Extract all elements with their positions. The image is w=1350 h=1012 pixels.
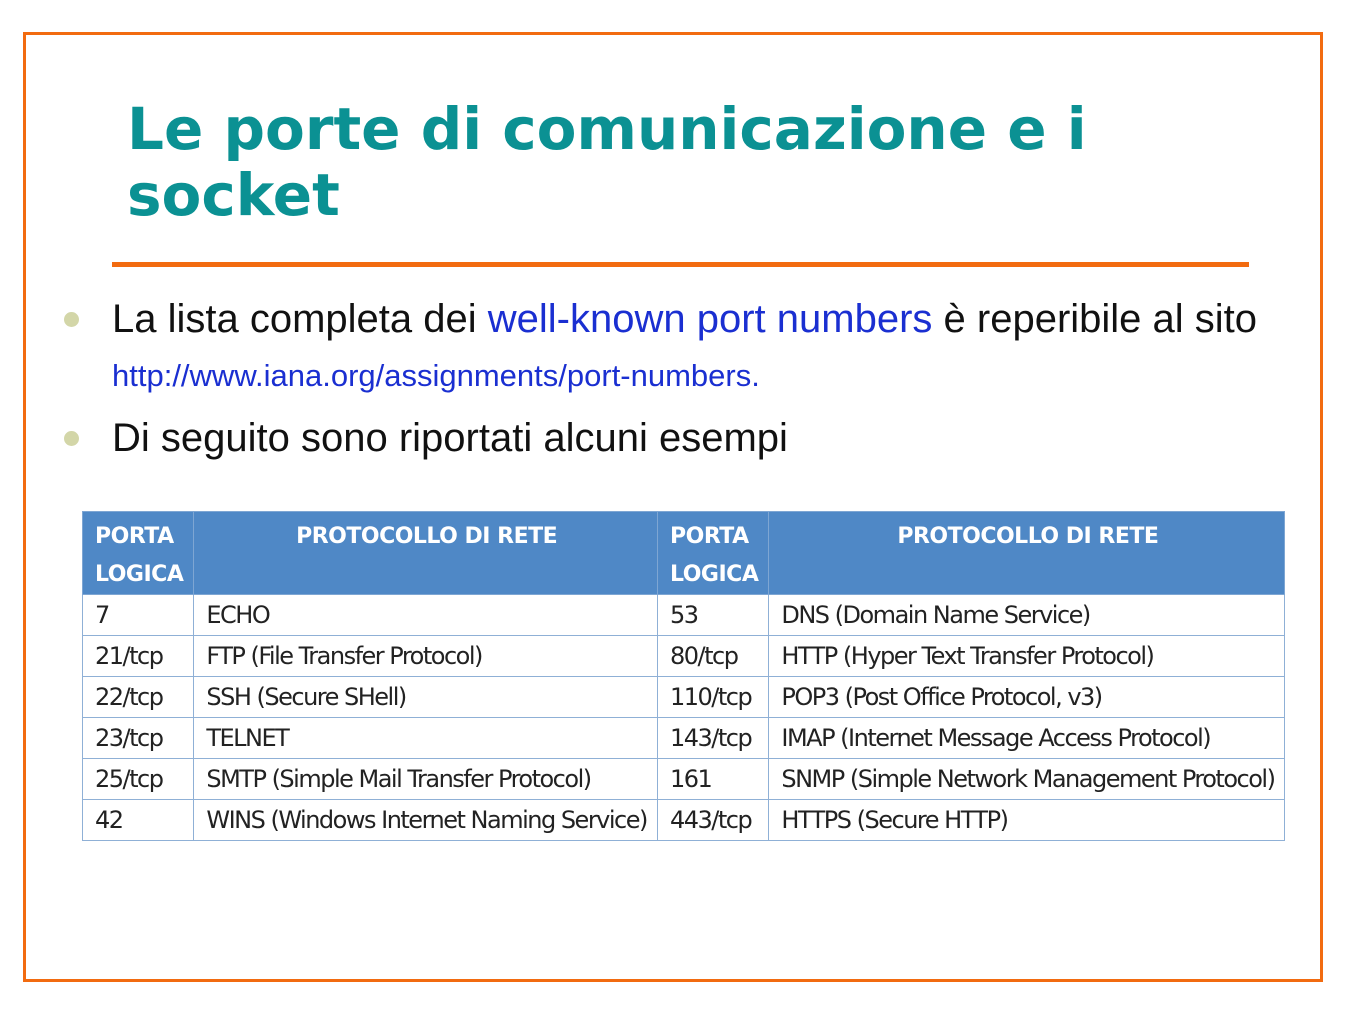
table-row	[658, 800, 1285, 841]
bullet-text-after: è reperibile al sito	[932, 297, 1258, 341]
iana-url-link[interactable]: http://www.iana.org/assignments/port-numbers.	[112, 358, 760, 393]
table-row	[83, 636, 658, 677]
protocol-cell: POP3 (Post Office Protocol, v3)	[769, 677, 1285, 718]
bullet-item-iana	[112, 292, 1312, 403]
port-cell: 22/tcp	[83, 677, 194, 718]
port-cell: 53	[658, 595, 769, 636]
table-row	[83, 718, 658, 759]
port-cell: 143/tcp	[658, 718, 769, 759]
port-cell: 110/tcp	[658, 677, 769, 718]
ports-table-right	[657, 511, 1285, 841]
port-cell: 443/tcp	[658, 800, 769, 841]
table-row	[83, 800, 658, 841]
table-row	[83, 595, 658, 636]
header-protocol: PROTOCOLLO DI RETE	[194, 512, 658, 595]
protocol-cell: ECHO	[194, 595, 658, 636]
protocol-cell: IMAP (Internet Message Access Protocol)	[769, 718, 1285, 759]
port-cell: 42	[83, 800, 194, 841]
protocol-cell: SSH (Secure SHell)	[194, 677, 658, 718]
ports-table-left	[82, 511, 658, 841]
well-known-ports-highlight: well-known port numbers	[487, 297, 933, 341]
protocol-cell: HTTP (Hyper Text Transfer Protocol)	[769, 636, 1285, 677]
bullet-item-examples	[112, 411, 1312, 465]
bullet-dot-icon	[64, 431, 79, 446]
table-row	[658, 636, 1285, 677]
protocol-cell: SMTP (Simple Mail Transfer Protocol)	[194, 759, 658, 800]
port-cell: 80/tcp	[658, 636, 769, 677]
protocol-cell: HTTPS (Secure HTTP)	[769, 800, 1285, 841]
header-port: PORTA LOGICA	[83, 512, 194, 595]
table-row	[658, 759, 1285, 800]
title-underline	[112, 262, 1249, 267]
port-cell: 21/tcp	[83, 636, 194, 677]
bullet-list	[112, 292, 1312, 465]
table-header-row	[658, 512, 1285, 595]
port-cell: 7	[83, 595, 194, 636]
port-cell: 23/tcp	[83, 718, 194, 759]
header-protocol: PROTOCOLLO DI RETE	[769, 512, 1285, 595]
slide-title: Le porte di comunicazione e i socket	[127, 95, 1087, 229]
protocol-cell: SNMP (Simple Network Management Protocol)	[769, 759, 1285, 800]
header-port: PORTA LOGICA	[658, 512, 769, 595]
protocol-cell: TELNET	[194, 718, 658, 759]
table-header-row	[83, 512, 658, 595]
table-row	[658, 595, 1285, 636]
protocol-cell: WINS (Windows Internet Naming Service)	[194, 800, 658, 841]
port-cell: 25/tcp	[83, 759, 194, 800]
bullet-text: Di seguito sono riportati alcuni esempi	[112, 416, 788, 460]
table-row	[658, 677, 1285, 718]
bullet-text-before: La lista completa dei	[112, 297, 488, 341]
table-row	[83, 759, 658, 800]
table-row	[83, 677, 658, 718]
bullet-dot-icon	[64, 312, 79, 327]
protocol-cell: DNS (Domain Name Service)	[769, 595, 1285, 636]
port-cell: 161	[658, 759, 769, 800]
table-row	[658, 718, 1285, 759]
protocol-cell: FTP (File Transfer Protocol)	[194, 636, 658, 677]
